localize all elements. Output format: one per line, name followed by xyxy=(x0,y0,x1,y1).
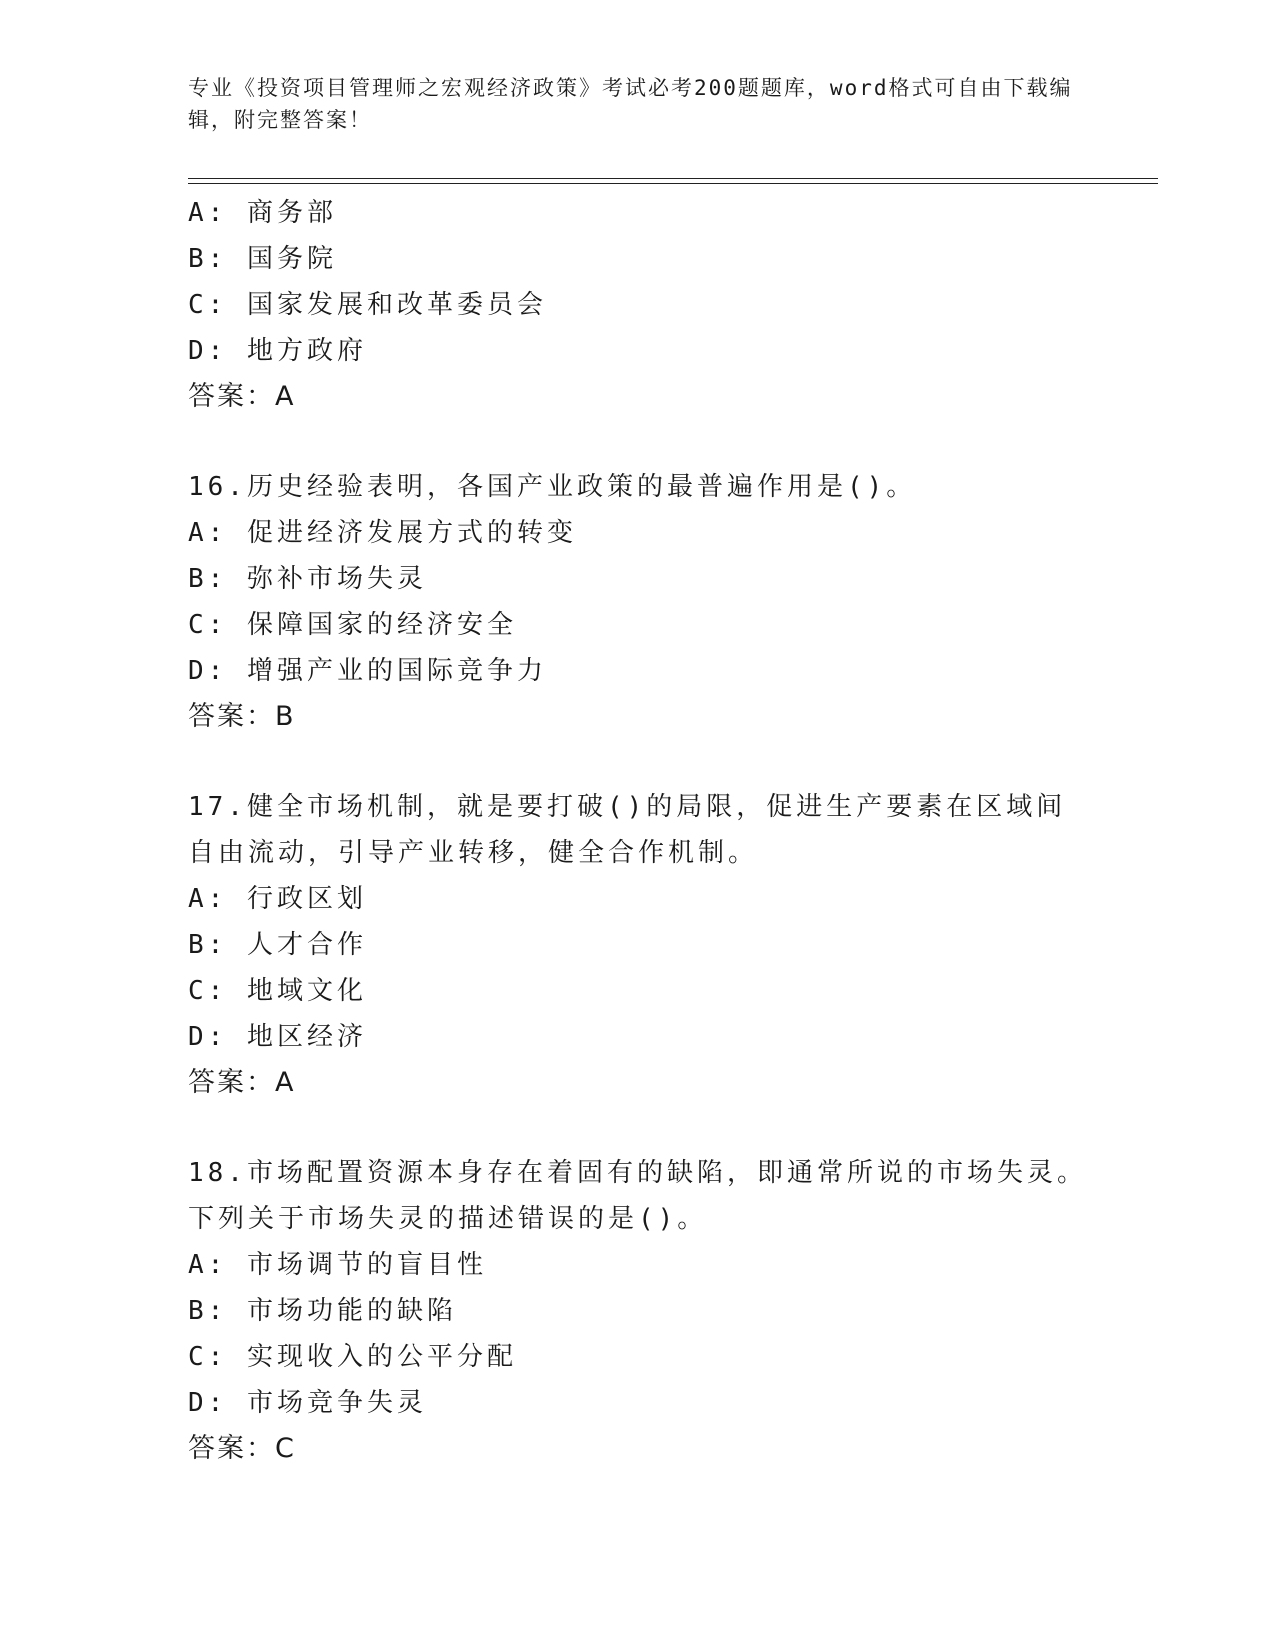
question-block-18 xyxy=(188,1150,1088,1472)
option-b: B: 弥补市场失灵 xyxy=(188,564,427,594)
option-b: B: 市场功能的缺陷 xyxy=(188,1296,457,1326)
header-divider-bottom xyxy=(188,183,1158,184)
option-a: A: 商务部 xyxy=(188,198,337,228)
answer-label: 答案：B xyxy=(188,701,296,732)
question-block-17 xyxy=(188,784,1088,1106)
option-a: A: 促进经济发展方式的转变 xyxy=(188,518,577,548)
option-c: C: 地域文化 xyxy=(188,976,367,1006)
option-a: A: 行政区划 xyxy=(188,884,367,914)
header-divider-top xyxy=(188,178,1158,179)
option-d: D: 市场竞争失灵 xyxy=(188,1388,427,1418)
document-header: 专业《投资项目管理师之宏观经济政策》考试必考200题题库，word格式可自由下载编辑，附完整答案！ xyxy=(188,76,1073,132)
question-block-15 xyxy=(188,190,1088,420)
answer-label: 答案：C xyxy=(188,1433,296,1464)
option-b: B: 国务院 xyxy=(188,244,337,274)
answer-label: 答案：A xyxy=(188,1067,296,1098)
answer-label: 答案：A xyxy=(188,381,296,412)
question-text: 16.历史经验表明，各国产业政策的最普遍作用是()。 xyxy=(188,472,917,502)
option-c: C: 国家发展和改革委员会 xyxy=(188,290,547,320)
question-text: 17.健全市场机制，就是要打破()的局限，促进生产要素在区域间自由流动，引导产业转移，健全合作机制。 xyxy=(188,792,1067,868)
option-d: D: 地方政府 xyxy=(188,336,367,366)
option-d: D: 增强产业的国际竞争力 xyxy=(188,656,547,686)
option-c: C: 实现收入的公平分配 xyxy=(188,1342,517,1372)
question-block-16 xyxy=(188,464,1088,740)
option-a: A: 市场调节的盲目性 xyxy=(188,1250,487,1280)
question-text: 18.市场配置资源本身存在着固有的缺陷，即通常所说的市场失灵。下列关于市场失灵的描述错误的是()。 xyxy=(188,1158,1087,1234)
option-d: D: 地区经济 xyxy=(188,1022,367,1052)
option-b: B: 人才合作 xyxy=(188,930,367,960)
question-list xyxy=(188,190,1088,1472)
option-c: C: 保障国家的经济安全 xyxy=(188,610,517,640)
